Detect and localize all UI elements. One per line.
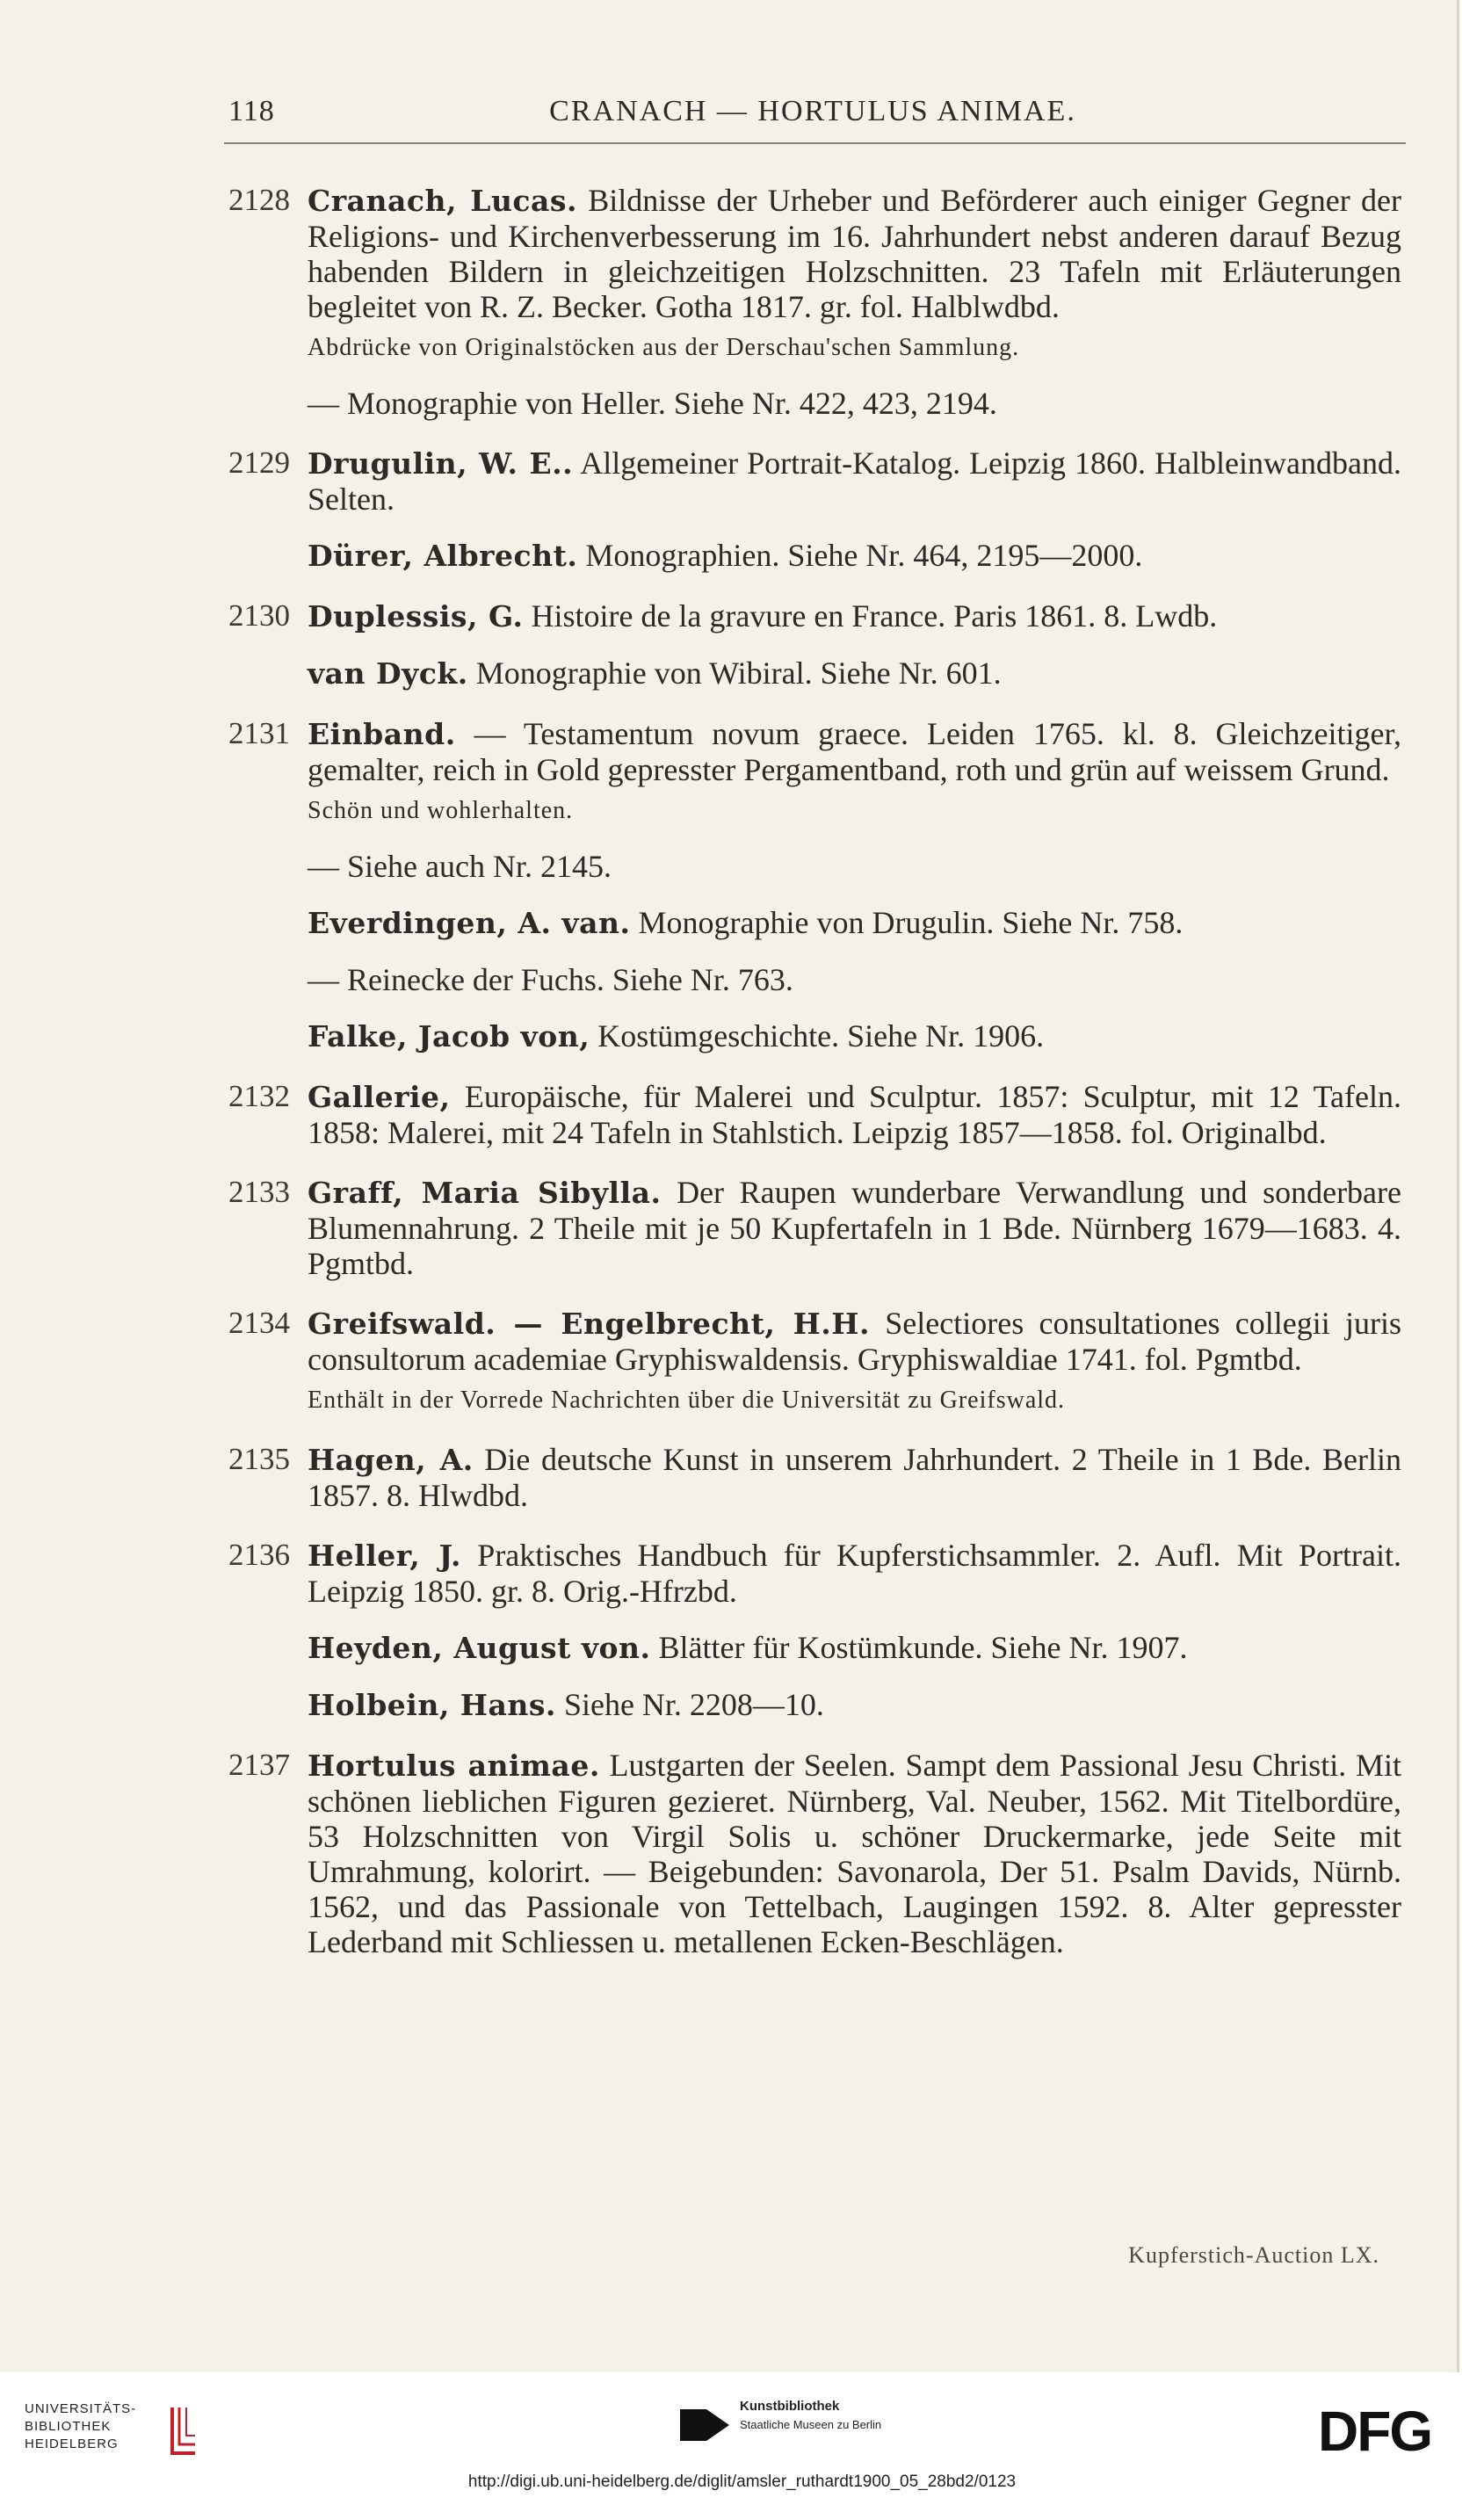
entry-text: Selectiores consultationes collegii juris consultorum academiae Gryphiswaldensis. Gryphiswaldiae 1741. fol. Pgmtbd. bbox=[308, 1306, 1402, 1377]
cross-reference bbox=[220, 1687, 1401, 1723]
entry-heading: Duplessis, G. bbox=[308, 599, 524, 634]
kunstbibliothek-name: Kunstbibliothek bbox=[740, 2399, 840, 2414]
entry-heading: Everdingen, A. van. bbox=[308, 906, 631, 940]
cross-reference bbox=[220, 538, 1401, 574]
entry-text: Histoire de la gravure en France. Paris 1861. 8. Lwdb. bbox=[531, 598, 1218, 634]
entry-text: Praktisches Handbuch für Kupferstichsammler. 2. Aufl. Mit Portrait. Leipzig 1850. gr. 8. Orig.-Hfrzbd. bbox=[308, 1538, 1401, 1609]
source-url-link[interactable]: http://digi.ub.uni-heidelberg.de/diglit/amsler_ruthardt1900_05_28bd2/0123 bbox=[467, 2473, 1017, 2491]
entry-number: 2136 bbox=[228, 1538, 290, 1572]
digitization-footer bbox=[0, 2372, 1484, 2498]
entry-heading: Hagen, A. bbox=[308, 1443, 474, 1477]
entry-number: 2131 bbox=[228, 716, 290, 750]
entry-heading: Hortulus animae. bbox=[308, 1749, 600, 1783]
cross-reference bbox=[220, 655, 1401, 691]
entry-text: Allgemeiner Portrait-Katalog. Leipzig 1860. Halbleinwandband. Selten. bbox=[308, 445, 1401, 517]
entry-note: Schön und wohlerhalten. bbox=[308, 797, 574, 824]
entry-number: 2132 bbox=[228, 1079, 290, 1113]
catalogue-entry bbox=[220, 1175, 1401, 1281]
dfg-logo[interactable]: DFG bbox=[1318, 2400, 1432, 2463]
catalogue-entry bbox=[220, 598, 1401, 634]
catalogue-entry bbox=[220, 1748, 1401, 1959]
page-header bbox=[228, 95, 1397, 139]
entry-number: 2135 bbox=[228, 1442, 290, 1476]
catalogue-entries bbox=[220, 183, 1401, 1984]
entry-text: Kostümgeschichte. Siehe Nr. 1906. bbox=[597, 1018, 1045, 1054]
catalogue-entry bbox=[220, 1538, 1401, 1609]
kunstbibliothek-subtitle: Staatliche Museen zu Berlin bbox=[740, 2418, 882, 2431]
entry-heading: Heller, J. bbox=[308, 1539, 462, 1573]
entry-heading: Drugulin, W. E.. bbox=[308, 446, 574, 481]
entry-text: Monographie von Wibiral. Siehe Nr. 601. bbox=[475, 655, 1002, 691]
entry-note: Enthält in der Vorrede Nachrichten über die Universität zu Greifswald. bbox=[308, 1387, 1066, 1414]
entry-heading: Graff, Maria Sibylla. bbox=[308, 1176, 662, 1210]
entry-text: Der Raupen wunderbare Verwandlung und sonderbare Blumennahrung. 2 Theile mit je 50 Kupfertafeln in 1 Bde. Nürnberg 1679—1683. 4. Pgmtbd. bbox=[308, 1175, 1401, 1281]
entry-heading: Greifswald. — Engelbrecht, H.H. bbox=[308, 1307, 870, 1341]
entry-text: Bildnisse der Urheber und Beförderer auch einiger Gegner der Religions- und Kirchenverbesserung im 16. Jahrhundert nebst anderen darauf Bezug habenden Bildern in gleichzeitigen Holzschnitten. 23 Tafeln mit Erläuterungen begleitet von R. Z. Becker. Gotha 1817. gr. fol. Halblwdbd. bbox=[308, 183, 1401, 324]
entry-text: — Siehe auch Nr. 2145. bbox=[308, 849, 612, 884]
entry-text: Die deutsche Kunst in unserem Jahrhundert. 2 Theile in 1 Bde. Berlin 1857. 8. Hlwdbd. bbox=[308, 1442, 1401, 1513]
catalogue-entry bbox=[220, 716, 1401, 828]
entry-text: — Testamentum novum graece. Leiden 1765. kl. 8. Gleichzeitiger, gemalter, reich in Gold gepresster Pergamentband, roth und grün auf weissem Grund. bbox=[308, 716, 1401, 787]
entry-note: Abdrücke von Originalstöcken aus der Derschau'schen Sammlung. bbox=[308, 334, 1020, 361]
logo-text: HEIDELBERG bbox=[25, 2436, 119, 2451]
cross-reference bbox=[220, 1018, 1401, 1054]
catalogue-entry bbox=[220, 1306, 1401, 1417]
page-number: 118 bbox=[228, 95, 275, 127]
kunstbibliothek-emblem-icon bbox=[678, 2402, 731, 2444]
entry-text: Siehe Nr. 2208—10. bbox=[563, 1687, 824, 1722]
library-emblem-icon bbox=[165, 2404, 200, 2457]
logo-text: BIBLIOTHEK bbox=[25, 2419, 112, 2434]
entry-heading: Gallerie, bbox=[308, 1080, 451, 1114]
logo-text: UNIVERSITÄTS- bbox=[25, 2401, 137, 2416]
cross-reference bbox=[220, 962, 1401, 997]
entry-heading: Holbein, Hans. bbox=[308, 1688, 556, 1722]
entry-heading: Cranach, Lucas. bbox=[308, 184, 577, 218]
kunstbibliothek-logo[interactable] bbox=[678, 2390, 924, 2451]
entry-text: Monographien. Siehe Nr. 464, 2195—2000. bbox=[585, 538, 1143, 573]
entry-text: — Monographie von Heller. Siehe Nr. 422, 423, 2194. bbox=[308, 386, 997, 421]
entry-number: 2130 bbox=[228, 598, 290, 633]
entry-number: 2137 bbox=[228, 1748, 290, 1782]
entry-number: 2133 bbox=[228, 1175, 290, 1209]
catalogue-entry bbox=[220, 1079, 1401, 1150]
cross-reference bbox=[220, 1630, 1401, 1666]
entry-text: Monographie von Drugulin. Siehe Nr. 758. bbox=[638, 905, 1184, 940]
entry-text: — Reinecke der Fuchs. Siehe Nr. 763. bbox=[308, 962, 793, 997]
heidelberg-library-logo[interactable] bbox=[25, 2400, 192, 2471]
entry-heading: Einband. bbox=[308, 717, 456, 751]
entry-text: Europäische, für Malerei und Sculptur. 1857: Sculptur, mit 12 Tafeln. 1858: Malerei, mit 24 Tafeln in Stahlstich. Leipzig 1857—1858. fol. Originalbd. bbox=[308, 1079, 1401, 1150]
entry-heading: van Dyck. bbox=[308, 656, 468, 691]
entry-text: Blätter für Kostümkunde. Siehe Nr. 1907. bbox=[658, 1630, 1188, 1665]
cross-reference bbox=[220, 905, 1401, 941]
entry-number: 2134 bbox=[228, 1306, 290, 1340]
catalogue-entry bbox=[220, 1442, 1401, 1513]
signature-mark: Kupferstich-Auction LX. bbox=[1128, 2242, 1379, 2268]
running-title: CRANACH — HORTULUS ANIMAE. bbox=[549, 95, 1076, 127]
catalogue-entry bbox=[220, 183, 1401, 365]
header-rule bbox=[224, 142, 1406, 144]
entry-text: Lustgarten der Seelen. Sampt dem Passional Jesu Christi. Mit schönen lieblichen Figuren gezieret. Nürnberg, Val. Neuber, 1562. Mit Titelbordüre, 53 Holzschnitten von Virgil Solis u. schöner Druckermarke, jede Seite mit Umrahmung, kolorirt. — Beigebunden: Savonarola, Der 51. Psalm Davids, Nürnb. 1562, und das Passionale von Tettelbach, Laugingen 1592. 8. Alter gepresster Lederband mit Schliessen u. metallenen Ecken-Beschlägen. bbox=[308, 1748, 1402, 1959]
catalogue-entry bbox=[220, 445, 1401, 517]
entry-heading: Heyden, August von. bbox=[308, 1631, 651, 1665]
cross-reference bbox=[220, 849, 1401, 884]
cross-reference bbox=[220, 386, 1401, 421]
entry-heading: Falke, Jacob von, bbox=[308, 1019, 590, 1054]
entry-number: 2128 bbox=[228, 183, 290, 217]
entry-heading: Dürer, Albrecht. bbox=[308, 539, 578, 573]
entry-number: 2129 bbox=[228, 445, 290, 480]
